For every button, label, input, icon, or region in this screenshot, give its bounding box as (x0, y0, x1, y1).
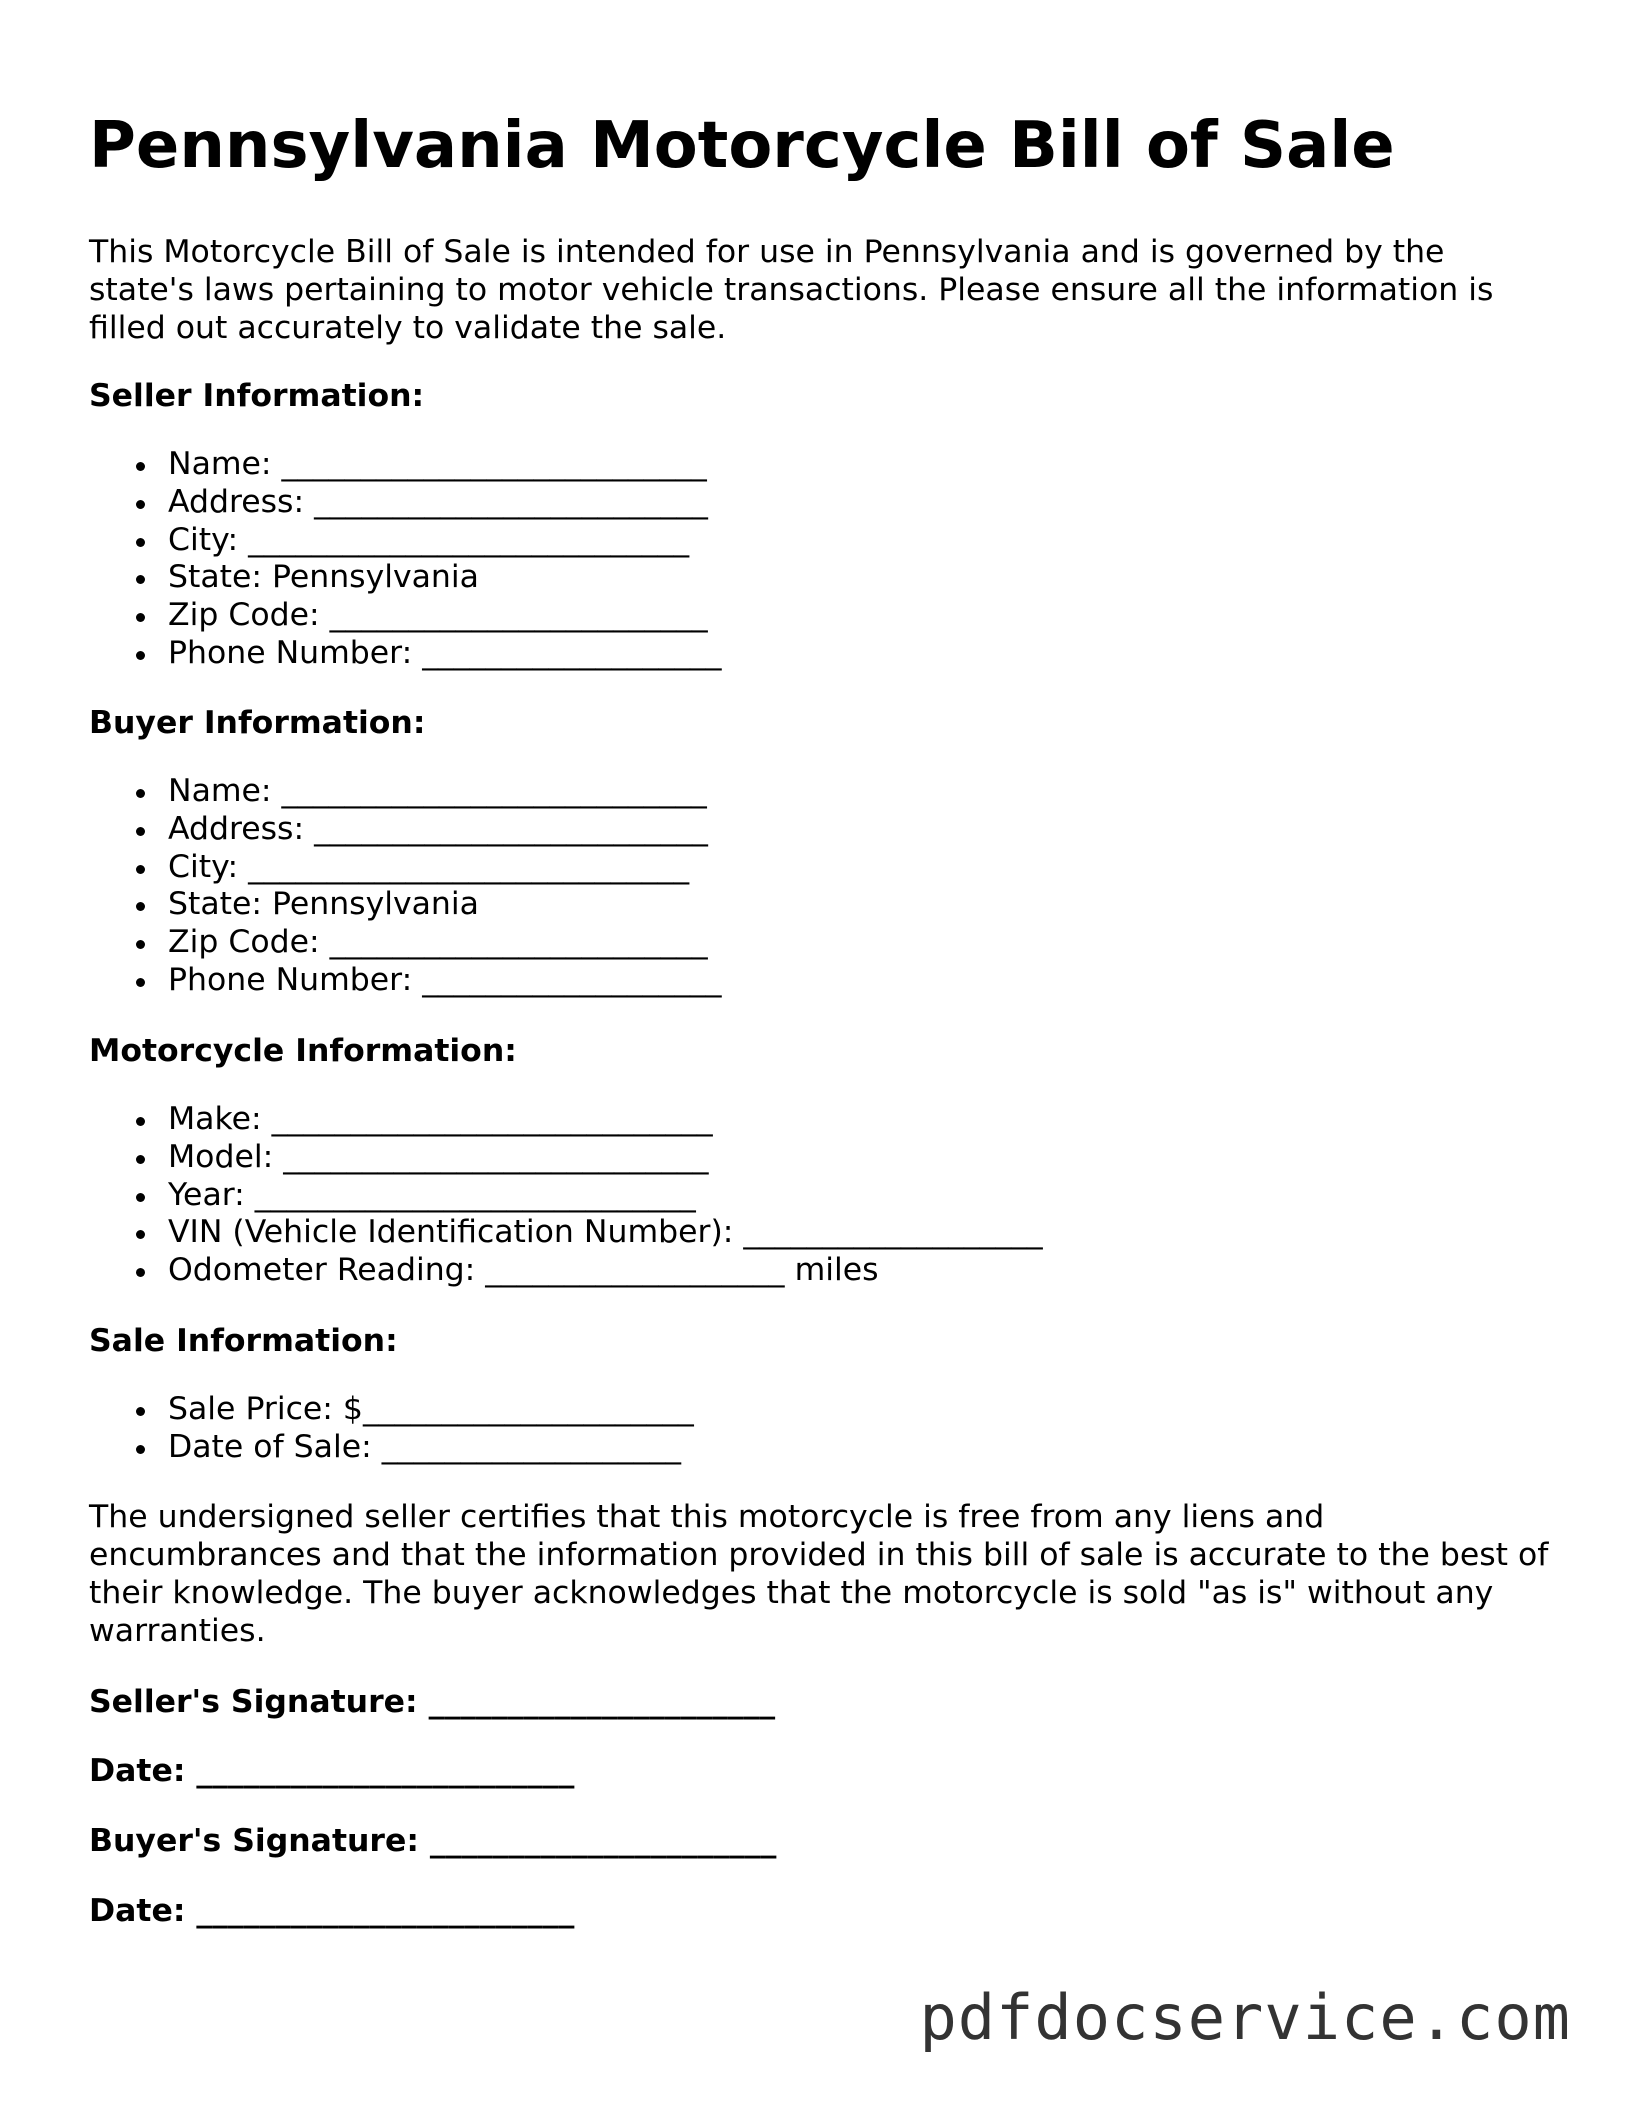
seller-city-field[interactable]: City: ____________________________ (168, 522, 721, 560)
motorcycle-model-field[interactable]: Model: ___________________________ (168, 1139, 1043, 1177)
seller-section-heading: Seller Information: (89, 378, 425, 414)
document-title: Pennsylvania Motorcycle Bill of Sale (89, 109, 1395, 183)
sale-date-field[interactable]: Date of Sale: ___________________ (168, 1429, 694, 1467)
buyer-state-field: State: Pennsylvania (168, 886, 721, 924)
motorcycle-year-field[interactable]: Year: ____________________________ (168, 1177, 1043, 1215)
buyer-section-heading: Buyer Information: (89, 705, 426, 741)
sale-section-heading: Sale Information: (89, 1323, 398, 1359)
seller-phone-field[interactable]: Phone Number: ___________________ (168, 634, 722, 671)
buyer-phone-field[interactable]: Phone Number: ___________________ (168, 961, 722, 998)
seller-zip-field[interactable]: Zip Code: ________________________ (168, 597, 721, 635)
buyer-zip-field[interactable]: Zip Code: ________________________ (168, 924, 721, 962)
buyer-fields-list (89, 773, 721, 1000)
motorcycle-odometer-field[interactable]: Odometer Reading: ___________________ miles (168, 1252, 1043, 1290)
buyer-date-line[interactable]: Date: ________________________ (89, 1893, 575, 1929)
sale-price-field[interactable]: Sale Price: $_____________________ (168, 1391, 694, 1427)
buyer-city-field[interactable]: City: ____________________________ (168, 849, 721, 887)
seller-address-field[interactable]: Address: _________________________ (168, 484, 721, 522)
seller-fields-list (89, 446, 721, 673)
certification-paragraph: The undersigned seller certifies that this motorcycle is free from any liens and encumbrances and that the information provided in this bill of sale is accurate to the best of their knowledge. The buyer acknowledges that the motorcycle is sold "as is" without any warranties. (89, 1499, 1549, 1649)
buyer-name-field[interactable]: Name: ___________________________ (168, 773, 721, 811)
seller-state-field: State: Pennsylvania (168, 559, 721, 597)
motorcycle-fields-list (89, 1101, 1043, 1290)
motorcycle-vin-field[interactable]: VIN (Vehicle Identification Number): ___________________ (168, 1214, 1043, 1251)
motorcycle-make-field[interactable]: Make: ____________________________ (168, 1101, 1043, 1139)
sale-fields-list (89, 1391, 694, 1467)
motorcycle-section-heading: Motorcycle Information: (89, 1033, 517, 1069)
seller-name-field[interactable]: Name: ___________________________ (168, 446, 721, 484)
intro-paragraph: This Motorcycle Bill of Sale is intended for use in Pennsylvania and is governed by the state's laws pertaining to motor vehicle transactions. Please ensure all the information is filled out accurately to validate the sale. (89, 234, 1494, 346)
buyer-signature-line[interactable]: Buyer's Signature: ______________________ (89, 1823, 777, 1859)
buyer-address-field[interactable]: Address: _________________________ (168, 811, 721, 849)
seller-date-line[interactable]: Date: ________________________ (89, 1753, 575, 1789)
watermark-text: pdfdocservice.com (919, 1981, 1571, 2054)
seller-signature-line[interactable]: Seller's Signature: ______________________ (89, 1684, 776, 1720)
